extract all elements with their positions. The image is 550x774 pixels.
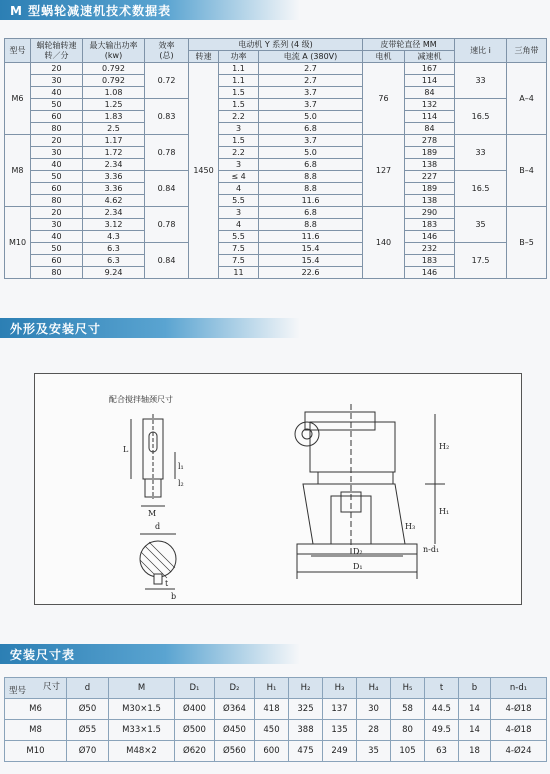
install-cell: 475	[289, 741, 323, 762]
cell-efficiency: 0.78	[145, 207, 189, 243]
cell-pulley-reducer: 278	[405, 135, 455, 147]
label-d: d	[155, 522, 161, 531]
cell-worm-speed: 40	[31, 159, 83, 171]
label-t: t	[165, 579, 169, 588]
cell-max-power: 6.3	[83, 255, 145, 267]
install-col-header: b	[459, 678, 491, 699]
cell-pulley-reducer: 132	[405, 99, 455, 111]
cell-motor-power: 4	[219, 219, 259, 231]
spec-row	[5, 135, 547, 147]
cell-pulley-reducer: 138	[405, 159, 455, 171]
cell-max-power: 4.62	[83, 195, 145, 207]
cell-motor-current: 3.7	[259, 135, 363, 147]
hdr-motor-speed: 转速	[189, 51, 219, 63]
install-cell: Ø450	[215, 720, 255, 741]
cell-motor-current: 3.7	[259, 99, 363, 111]
cell-motor-power: 1.1	[219, 75, 259, 87]
hdr-worm-speed: 蜗轮轴转速 转／分	[31, 39, 83, 63]
install-cell: 18	[459, 741, 491, 762]
spec-row	[5, 243, 547, 255]
install-cell: 105	[391, 741, 425, 762]
install-cell: 49.5	[425, 720, 459, 741]
label-l2: l₂	[178, 479, 184, 488]
hdr-max-power: 最大输出功率 (kw)	[83, 39, 145, 63]
cell-max-power: 2.34	[83, 159, 145, 171]
cell-motor-current: 3.7	[259, 87, 363, 99]
cell-motor-current: 11.6	[259, 231, 363, 243]
cell-motor-power: 3	[219, 159, 259, 171]
cell-motor-current: 2.7	[259, 63, 363, 75]
cell-motor-power: 2.2	[219, 147, 259, 159]
spec-row	[5, 171, 547, 183]
cell-max-power: 3.36	[83, 183, 145, 195]
label-l1: l₁	[178, 462, 184, 471]
install-cell: 135	[323, 720, 357, 741]
cell-pulley-reducer: 183	[405, 255, 455, 267]
cell-pulley-reducer: 84	[405, 87, 455, 99]
spec-table	[4, 38, 547, 279]
cell-motor-current: 15.4	[259, 255, 363, 267]
spec-row	[5, 99, 547, 111]
cell-pulley-reducer: 232	[405, 243, 455, 255]
title-bar	[0, 0, 300, 20]
install-cell: M30×1.5	[109, 699, 175, 720]
cell-pulley-reducer: 146	[405, 231, 455, 243]
install-cell: 30	[357, 699, 391, 720]
hdr-motor-power: 功率	[219, 51, 259, 63]
hdr-pulley-reducer: 减速机	[405, 51, 455, 63]
cell-worm-speed: 50	[31, 171, 83, 183]
cell-motor-current: 11.6	[259, 195, 363, 207]
install-row	[5, 741, 547, 762]
install-col-header: D₂	[215, 678, 255, 699]
cell-worm-speed: 80	[31, 123, 83, 135]
label-H1: H₁	[439, 507, 450, 516]
install-cell: 450	[255, 720, 289, 741]
cell-motor-power: 4	[219, 183, 259, 195]
cell-max-power: 1.72	[83, 147, 145, 159]
cell-model: M10	[5, 207, 31, 279]
cell-ratio: 33	[455, 135, 507, 171]
cell-belt: B–4	[507, 135, 547, 207]
hdr-pulley: 皮带轮直径 MM	[363, 39, 455, 51]
install-corner: 尺寸 型号	[5, 678, 67, 699]
cell-efficiency: 0.84	[145, 243, 189, 279]
install-cell: 137	[323, 699, 357, 720]
install-cell: Ø400	[175, 699, 215, 720]
cell-pulley-reducer: 227	[405, 171, 455, 183]
install-col-header: d	[67, 678, 109, 699]
dimension-drawing	[34, 373, 522, 605]
cell-ratio: 16.5	[455, 171, 507, 207]
cell-worm-speed: 50	[31, 243, 83, 255]
hdr-belt: 三角带	[507, 39, 547, 63]
install-cell: 4-Ø24	[491, 741, 547, 762]
install-cell: 58	[391, 699, 425, 720]
cell-pulley-motor: 127	[363, 135, 405, 207]
cell-motor-power: 5.5	[219, 195, 259, 207]
spec-row	[5, 207, 547, 219]
cell-worm-speed: 80	[31, 267, 83, 279]
cell-efficiency: 0.72	[145, 63, 189, 99]
cell-motor-current: 8.8	[259, 171, 363, 183]
cell-efficiency: 0.83	[145, 99, 189, 135]
hdr-efficiency: 效率 (总)	[145, 39, 189, 63]
cell-max-power: 1.83	[83, 111, 145, 123]
cell-pulley-reducer: 189	[405, 147, 455, 159]
install-cell: 14	[459, 699, 491, 720]
cell-motor-power: 1.1	[219, 63, 259, 75]
cell-worm-speed: 20	[31, 63, 83, 75]
cell-max-power: 4.3	[83, 231, 145, 243]
section-bar-dims	[0, 318, 300, 338]
label-H2: H₂	[439, 442, 450, 451]
cell-motor-power: 5.5	[219, 231, 259, 243]
cell-motor-current: 6.8	[259, 159, 363, 171]
cell-motor-current: 6.8	[259, 207, 363, 219]
cell-worm-speed: 20	[31, 207, 83, 219]
install-cell: 325	[289, 699, 323, 720]
cell-pulley-reducer: 146	[405, 267, 455, 279]
cell-pulley-reducer: 138	[405, 195, 455, 207]
cell-ratio: 33	[455, 63, 507, 99]
install-cell: 4-Ø18	[491, 699, 547, 720]
cell-motor-current: 5.0	[259, 147, 363, 159]
cell-model: M6	[5, 63, 31, 135]
cell-pulley-reducer: 290	[405, 207, 455, 219]
install-table-body	[5, 699, 547, 762]
install-col-header: H₃	[323, 678, 357, 699]
cell-efficiency: 0.78	[145, 135, 189, 171]
hdr-pulley-motor: 电机	[363, 51, 405, 63]
install-cell: 63	[425, 741, 459, 762]
cell-belt: A–4	[507, 63, 547, 135]
label-D1: D₁	[353, 562, 363, 571]
reducer-body	[295, 404, 449, 579]
cell-motor-power: 2.2	[219, 111, 259, 123]
install-col-header: H₅	[391, 678, 425, 699]
hdr-model: 型号	[5, 39, 31, 63]
cell-pulley-motor: 140	[363, 207, 405, 279]
install-cell: 35	[357, 741, 391, 762]
install-cell: Ø50	[67, 699, 109, 720]
install-col-header: H₂	[289, 678, 323, 699]
cell-motor-power: ≤ 4	[219, 171, 259, 183]
cell-worm-speed: 60	[31, 183, 83, 195]
cell-belt: B–5	[507, 207, 547, 279]
install-cell: 249	[323, 741, 357, 762]
cell-motor-power: 1.5	[219, 135, 259, 147]
install-cell: Ø500	[175, 720, 215, 741]
cell-efficiency: 0.84	[145, 171, 189, 207]
install-cell: Ø55	[67, 720, 109, 741]
cell-motor-power: 7.5	[219, 243, 259, 255]
install-cell: Ø70	[67, 741, 109, 762]
install-col-header: H₁	[255, 678, 289, 699]
install-col-header: H₄	[357, 678, 391, 699]
cell-worm-speed: 50	[31, 99, 83, 111]
cell-pulley-motor: 76	[363, 63, 405, 135]
install-cell: 388	[289, 720, 323, 741]
install-cell: Ø364	[215, 699, 255, 720]
cell-worm-speed: 40	[31, 87, 83, 99]
cell-pulley-reducer: 167	[405, 63, 455, 75]
cell-motor-power: 1.5	[219, 87, 259, 99]
install-cell: 80	[391, 720, 425, 741]
cell-motor-current: 8.8	[259, 183, 363, 195]
hdr-ratio: 速比 i	[455, 39, 507, 63]
cell-motor-current: 6.8	[259, 123, 363, 135]
label-H3: H₃	[405, 522, 416, 531]
cell-max-power: 2.34	[83, 207, 145, 219]
cell-motor-current: 8.8	[259, 219, 363, 231]
page-title: M 型蜗轮减速机技术数据表	[10, 4, 172, 18]
cell-motor-current: 22.6	[259, 267, 363, 279]
install-cell: 418	[255, 699, 289, 720]
install-cell: Ø560	[215, 741, 255, 762]
cell-motor-current: 15.4	[259, 243, 363, 255]
cell-max-power: 1.08	[83, 87, 145, 99]
install-cell: 44.5	[425, 699, 459, 720]
spec-row	[5, 63, 547, 75]
label-M: M	[148, 509, 157, 518]
shaft-section	[140, 522, 176, 601]
section-title-install: 安装尺寸表	[10, 648, 76, 662]
install-cell: 4-Ø18	[491, 720, 547, 741]
cell-pulley-reducer: 183	[405, 219, 455, 231]
cell-pulley-reducer: 114	[405, 75, 455, 87]
cell-max-power: 1.17	[83, 135, 145, 147]
cell-max-power: 6.3	[83, 243, 145, 255]
install-cell-model: M10	[5, 741, 67, 762]
cell-ratio: 16.5	[455, 99, 507, 135]
hdr-motor: 电动机 Y 系列 (4 级)	[189, 39, 363, 51]
cell-worm-speed: 60	[31, 111, 83, 123]
install-col-header: t	[425, 678, 459, 699]
cell-ratio: 35	[455, 207, 507, 243]
install-col-header: D₁	[175, 678, 215, 699]
label-D2: D₂	[353, 547, 363, 556]
drawing-svg	[35, 374, 521, 604]
cell-motor-current: 5.0	[259, 111, 363, 123]
install-cell: 14	[459, 720, 491, 741]
section-bar-install	[0, 644, 300, 664]
drawing-caption: 配合搅拌轴颈尺寸	[109, 395, 173, 404]
cell-worm-speed: 30	[31, 147, 83, 159]
hdr-motor-current: 电流 A (380V)	[259, 51, 363, 63]
cell-worm-speed: 60	[31, 255, 83, 267]
cell-worm-speed: 20	[31, 135, 83, 147]
install-cell: 600	[255, 741, 289, 762]
cell-max-power: 0.792	[83, 63, 145, 75]
cell-max-power: 9.24	[83, 267, 145, 279]
install-cell-model: M6	[5, 699, 67, 720]
install-cell: M33×1.5	[109, 720, 175, 741]
shaft-detail	[123, 414, 184, 518]
label-b: b	[171, 592, 177, 601]
cell-model: M8	[5, 135, 31, 207]
cell-motor-power: 7.5	[219, 255, 259, 267]
cell-motor-power: 11	[219, 267, 259, 279]
cell-motor-power: 3	[219, 207, 259, 219]
install-col-header: M	[109, 678, 175, 699]
cell-pulley-reducer: 84	[405, 123, 455, 135]
label-nd1: n-d₁	[423, 545, 440, 554]
cell-worm-speed: 80	[31, 195, 83, 207]
install-cell: Ø620	[175, 741, 215, 762]
cell-ratio: 17.5	[455, 243, 507, 279]
cell-motor-power: 1.5	[219, 99, 259, 111]
cell-max-power: 0.792	[83, 75, 145, 87]
cell-worm-speed: 30	[31, 75, 83, 87]
install-cell-model: M8	[5, 720, 67, 741]
cell-motor-power: 3	[219, 123, 259, 135]
cell-worm-speed: 40	[31, 231, 83, 243]
install-col-header: n-d₁	[491, 678, 547, 699]
cell-pulley-reducer: 114	[405, 111, 455, 123]
cell-motor-speed: 1450	[189, 63, 219, 279]
install-cell: M48×2	[109, 741, 175, 762]
install-row	[5, 720, 547, 741]
spec-table-body	[5, 63, 547, 279]
install-cell: 28	[357, 720, 391, 741]
install-table	[4, 677, 547, 762]
cell-max-power: 3.12	[83, 219, 145, 231]
cell-max-power: 3.36	[83, 171, 145, 183]
section-title-dims: 外形及安装尺寸	[10, 322, 102, 336]
cell-max-power: 1.25	[83, 99, 145, 111]
cell-motor-current: 2.7	[259, 75, 363, 87]
install-row	[5, 699, 547, 720]
install-header-row	[5, 678, 547, 699]
cell-worm-speed: 30	[31, 219, 83, 231]
cell-max-power: 2.5	[83, 123, 145, 135]
cell-pulley-reducer: 189	[405, 183, 455, 195]
label-L: L	[123, 445, 129, 454]
